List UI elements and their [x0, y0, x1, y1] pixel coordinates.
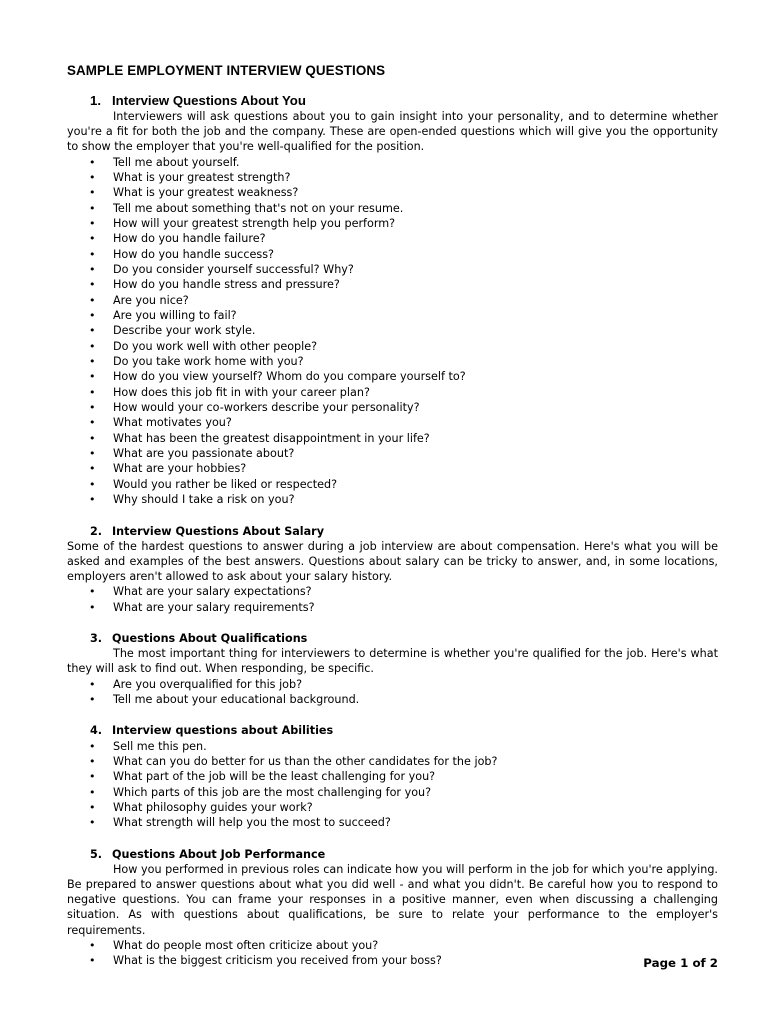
question-text: Do you take work home with you?: [113, 355, 304, 369]
list-item: [67, 769, 718, 784]
bullet-icon: •: [89, 954, 96, 968]
question-text: How does this job fit in with your career plan?: [113, 385, 370, 399]
section-intro: The most important thing for interviewers to determine is whether you're qualified for the job. Here's what they will ask to find out. When responding, be specific.: [67, 647, 718, 676]
list-item: [67, 953, 718, 968]
list-item: [67, 155, 718, 170]
list-item: [67, 385, 718, 400]
list-item: [67, 800, 718, 815]
question-list: [67, 155, 718, 508]
bullet-icon: •: [89, 754, 96, 768]
bullet-icon: •: [89, 462, 96, 476]
question-text: What motivates you?: [113, 416, 232, 430]
list-item: [67, 477, 718, 492]
bullet-icon: •: [89, 692, 96, 706]
list-item: [67, 185, 718, 200]
question-text: How do you handle stress and pressure?: [113, 278, 340, 292]
question-text: Are you nice?: [113, 293, 189, 307]
section-heading: [67, 524, 718, 539]
section-2: [67, 524, 718, 616]
bullet-icon: •: [89, 309, 96, 323]
bullet-icon: •: [89, 247, 96, 261]
bullet-icon: •: [89, 263, 96, 277]
section-1: [67, 92, 718, 508]
question-text: What do people most often criticize about you?: [113, 938, 379, 952]
question-text: Tell me about yourself.: [113, 155, 240, 169]
bullet-icon: •: [89, 339, 96, 353]
question-text: How do you handle success?: [113, 247, 274, 261]
question-text: Would you rather be liked or respected?: [113, 477, 338, 491]
bullet-icon: •: [89, 201, 96, 215]
bullet-icon: •: [89, 938, 96, 952]
question-text: What can you do better for us than the other candidates for the job?: [113, 754, 498, 768]
bullet-icon: •: [89, 324, 96, 338]
question-text: Tell me about your educational background.: [113, 692, 360, 706]
bullet-icon: •: [89, 278, 96, 292]
question-text: Do you consider yourself successful? Why?: [113, 263, 354, 277]
question-text: What has been the greatest disappointment in your life?: [113, 431, 430, 445]
bullet-icon: •: [89, 416, 96, 430]
section-number: 4.: [90, 724, 103, 738]
page-number: Page 1 of 2: [643, 956, 718, 970]
question-text: What part of the job will be the least challenging for you?: [113, 770, 436, 784]
section-title: Interview Questions About Salary: [112, 524, 324, 538]
document-page: [67, 62, 718, 984]
list-item: [67, 938, 718, 953]
question-text: What is the biggest criticism you received from your boss?: [113, 954, 442, 968]
question-text: What are your salary expectations?: [113, 585, 312, 599]
list-item: [67, 431, 718, 446]
section-heading: [67, 723, 718, 738]
question-list: [67, 739, 718, 831]
question-text: Tell me about something that's not on your resume.: [113, 201, 404, 215]
section-number: 2.: [90, 524, 103, 538]
question-text: How will your greatest strength help you perform?: [113, 216, 396, 230]
question-text: What are your salary requirements?: [113, 600, 315, 614]
section-number: 1.: [90, 93, 101, 108]
section-title: Interview Questions About You: [112, 93, 306, 108]
list-item: [67, 492, 718, 507]
section-heading: [67, 631, 718, 646]
question-text: What philosophy guides your work?: [113, 800, 313, 814]
bullet-icon: •: [89, 155, 96, 169]
list-item: [67, 170, 718, 185]
bullet-icon: •: [89, 770, 96, 784]
bullet-icon: •: [89, 493, 96, 507]
section-number: 5.: [90, 847, 103, 861]
bullet-icon: •: [89, 401, 96, 415]
question-text: What is your greatest weakness?: [113, 186, 299, 200]
bullet-icon: •: [89, 355, 96, 369]
list-item: [67, 677, 718, 692]
section-title: Questions About Qualifications: [112, 632, 308, 646]
bullet-icon: •: [89, 293, 96, 307]
bullet-icon: •: [89, 800, 96, 814]
section-intro: Some of the hardest questions to answer during a job interview are about compensation. Here's what you will be asked and examples of the best answers. Questions about salary can be tricky to answer, and, in some locations, employers aren't allowed to ask about your salary history.: [67, 539, 718, 584]
question-text: How do you handle failure?: [113, 232, 266, 246]
question-text: What are your hobbies?: [113, 462, 247, 476]
bullet-icon: •: [89, 816, 96, 830]
list-item: [67, 293, 718, 308]
bullet-icon: •: [89, 447, 96, 461]
bullet-icon: •: [89, 186, 96, 200]
list-item: [67, 446, 718, 461]
section-heading: [67, 847, 718, 862]
list-item: [67, 231, 718, 246]
bullet-icon: •: [89, 170, 96, 184]
list-item: [67, 247, 718, 262]
section-title: Questions About Job Performance: [112, 847, 326, 861]
question-text: Do you work well with other people?: [113, 339, 318, 353]
list-item: [67, 339, 718, 354]
list-item: [67, 415, 718, 430]
section-intro: How you performed in previous roles can indicate how you will perform in the job for which you're applying. Be prepared to answer questions about what you did well - and what you didn't. Be careful how you to respond to negative questions. You can frame your responses in a positive manner, even when discussing a challenging situation. As with questions about qualifications, be sure to relate your performance to the employer's requirements.: [67, 862, 718, 937]
question-text: Describe your work style.: [113, 324, 256, 338]
list-item: [67, 815, 718, 830]
bullet-icon: •: [89, 585, 96, 599]
question-text: Why should I take a risk on you?: [113, 493, 295, 507]
list-item: [67, 584, 718, 599]
question-text: What strength will help you the most to succeed?: [113, 816, 391, 830]
list-item: [67, 461, 718, 476]
bullet-icon: •: [89, 739, 96, 753]
list-item: [67, 400, 718, 415]
list-item: [67, 754, 718, 769]
bullet-icon: •: [89, 232, 96, 246]
list-item: [67, 216, 718, 231]
bullet-icon: •: [89, 600, 96, 614]
list-item: [67, 600, 718, 615]
bullet-icon: •: [89, 477, 96, 491]
question-list: [67, 584, 718, 615]
sections-container: [67, 92, 718, 968]
list-item: [67, 785, 718, 800]
list-item: [67, 262, 718, 277]
section-5: [67, 847, 718, 969]
bullet-icon: •: [89, 677, 96, 691]
list-item: [67, 201, 718, 216]
question-text: Which parts of this job are the most challenging for you?: [113, 785, 432, 799]
section-4: [67, 723, 718, 830]
question-text: How would your co-workers describe your personality?: [113, 401, 420, 415]
question-text: What is your greatest strength?: [113, 170, 291, 184]
list-item: [67, 354, 718, 369]
bullet-icon: •: [89, 431, 96, 445]
bullet-icon: •: [89, 370, 96, 384]
bullet-icon: •: [89, 785, 96, 799]
question-list: [67, 677, 718, 708]
list-item: [67, 277, 718, 292]
list-item: [67, 323, 718, 338]
question-list: [67, 938, 718, 969]
section-3: [67, 631, 718, 707]
section-number: 3.: [90, 632, 103, 646]
section-title: Interview questions about Abilities: [112, 724, 334, 738]
question-text: Sell me this pen.: [113, 739, 207, 753]
document-title: SAMPLE EMPLOYMENT INTERVIEW QUESTIONS: [67, 63, 386, 78]
section-heading: [67, 92, 718, 109]
question-text: What are you passionate about?: [113, 447, 295, 461]
section-intro: Interviewers will ask questions about you to gain insight into your personality, and to determine whether you're a fit for both the job and the company. These are open-ended questions which will give you the opportunity to show the employer that you're well-qualified for the position.: [67, 110, 718, 154]
bullet-icon: •: [89, 216, 96, 230]
question-text: How do you view yourself? Whom do you compare yourself to?: [113, 370, 466, 384]
list-item: [67, 369, 718, 384]
list-item: [67, 692, 718, 707]
bullet-icon: •: [89, 385, 96, 399]
list-item: [67, 739, 718, 754]
question-text: Are you overqualified for this job?: [113, 677, 303, 691]
question-text: Are you willing to fail?: [113, 309, 237, 323]
list-item: [67, 308, 718, 323]
